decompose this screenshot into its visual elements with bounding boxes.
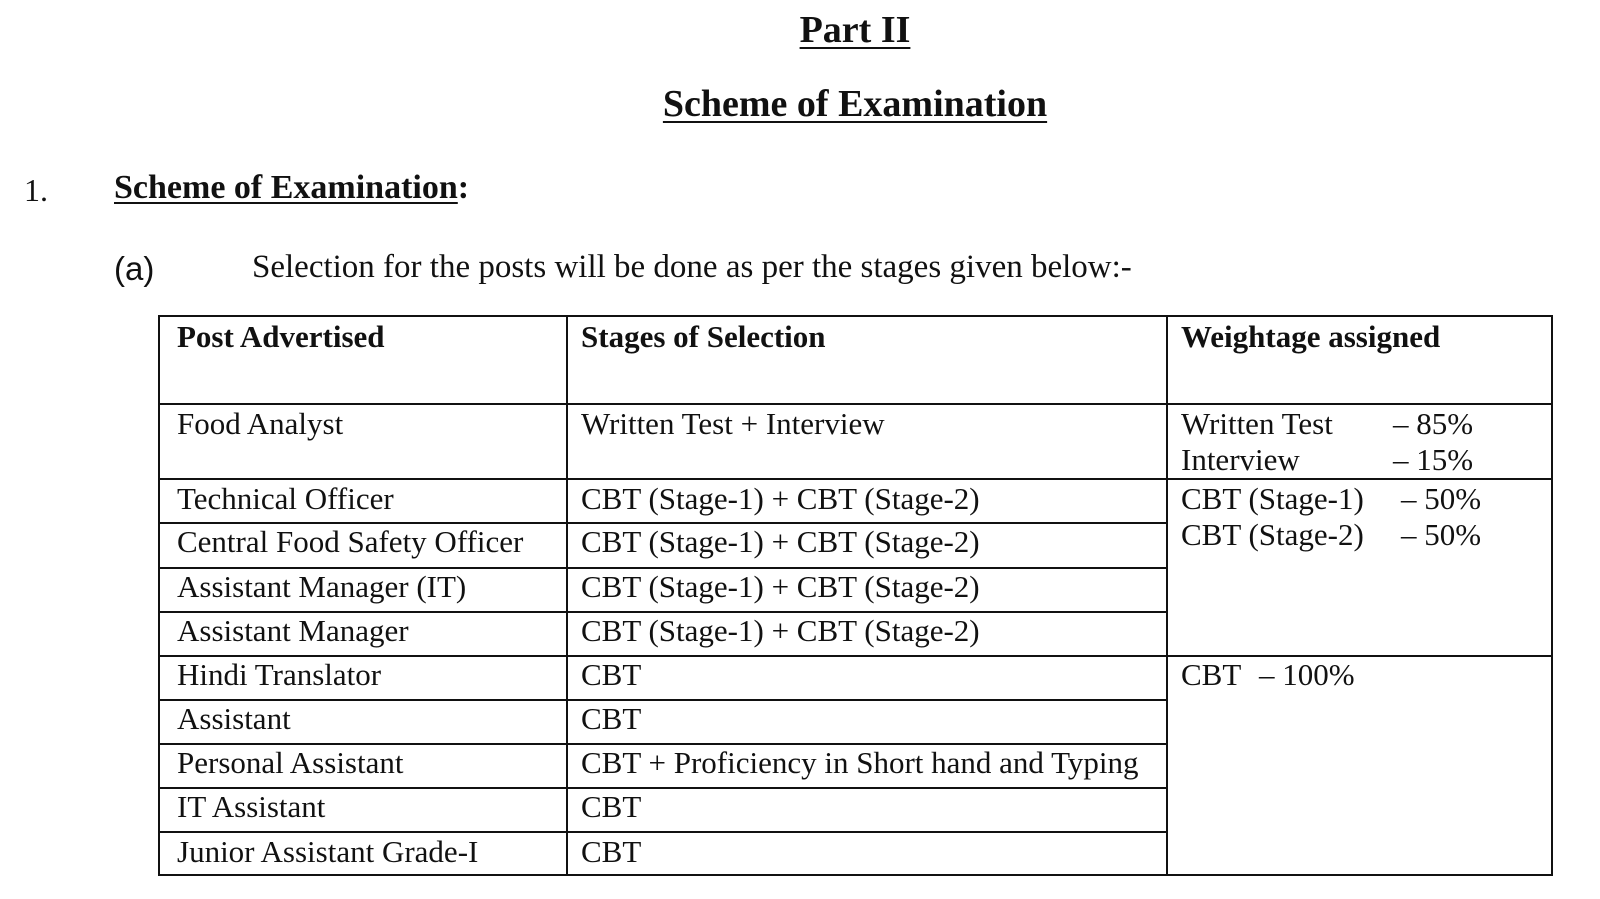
column-divider: [1166, 317, 1168, 874]
stages-cell: CBT: [581, 834, 642, 869]
post-cell: Assistant Manager: [177, 613, 409, 648]
weightage-value: – 50%: [1401, 517, 1482, 552]
row-divider: [160, 478, 1551, 480]
post-cell: Junior Assistant Grade-I: [177, 834, 479, 869]
stages-cell: CBT: [581, 701, 642, 736]
header-stages: Stages of Selection: [581, 319, 826, 354]
paragraph-text: Selection for the posts will be done as per the stages given below:-: [252, 249, 1132, 285]
stages-cell: CBT (Stage-1) + CBT (Stage-2): [581, 569, 980, 604]
row-divider: [160, 403, 1551, 405]
weightage-value: – 50%: [1401, 481, 1482, 516]
stages-cell: Written Test + Interview: [581, 406, 885, 441]
weightage-line: [1181, 406, 1541, 442]
post-cell: Assistant: [177, 701, 291, 736]
weightage-value: – 15%: [1393, 442, 1474, 477]
row-divider: [160, 699, 1168, 701]
paragraph-marker: (a): [114, 250, 155, 287]
stages-cell: CBT (Stage-1) + CBT (Stage-2): [581, 613, 980, 648]
section-heading-suffix: :: [457, 169, 470, 206]
weightage-label: Interview: [1181, 442, 1300, 477]
weightage-label: Written Test: [1181, 406, 1333, 441]
post-cell: Personal Assistant: [177, 745, 404, 780]
page-title: Scheme of Examination: [662, 83, 1048, 125]
weightage-value: – 100%: [1259, 657, 1355, 692]
stages-cell: CBT + Proficiency in Short hand and Typing: [581, 745, 1139, 780]
section-heading-text: Scheme of Examination: [114, 169, 458, 206]
stages-cell: CBT: [581, 789, 642, 824]
post-cell: Central Food Safety Officer: [177, 524, 524, 559]
weightage-label: CBT: [1181, 657, 1242, 692]
post-cell: IT Assistant: [177, 789, 326, 824]
header-post: Post Advertised: [177, 319, 385, 354]
row-divider: [160, 831, 1168, 833]
weightage-line: [1181, 442, 1541, 478]
stages-cell: CBT (Stage-1) + CBT (Stage-2): [581, 524, 980, 559]
weightage-line: [1181, 517, 1541, 553]
header-weightage: Weightage assigned: [1181, 319, 1441, 354]
weightage-label: CBT (Stage-2): [1181, 517, 1364, 552]
weightage-label: CBT (Stage-1): [1181, 481, 1364, 516]
weightage-line: [1181, 657, 1541, 693]
post-cell: Assistant Manager (IT): [177, 569, 467, 604]
part-title: Part II: [799, 9, 911, 51]
post-cell: Hindi Translator: [177, 657, 382, 692]
weightage-line: [1181, 481, 1541, 517]
section-number: 1.: [24, 172, 48, 208]
post-cell: Food Analyst: [177, 406, 344, 441]
stages-cell: CBT: [581, 657, 642, 692]
selection-table: [158, 315, 1553, 876]
weightage-value: – 85%: [1393, 406, 1474, 441]
section-heading: [114, 169, 469, 207]
stages-cell: CBT (Stage-1) + CBT (Stage-2): [581, 481, 980, 516]
post-cell: Technical Officer: [177, 481, 394, 516]
column-divider: [566, 317, 568, 874]
